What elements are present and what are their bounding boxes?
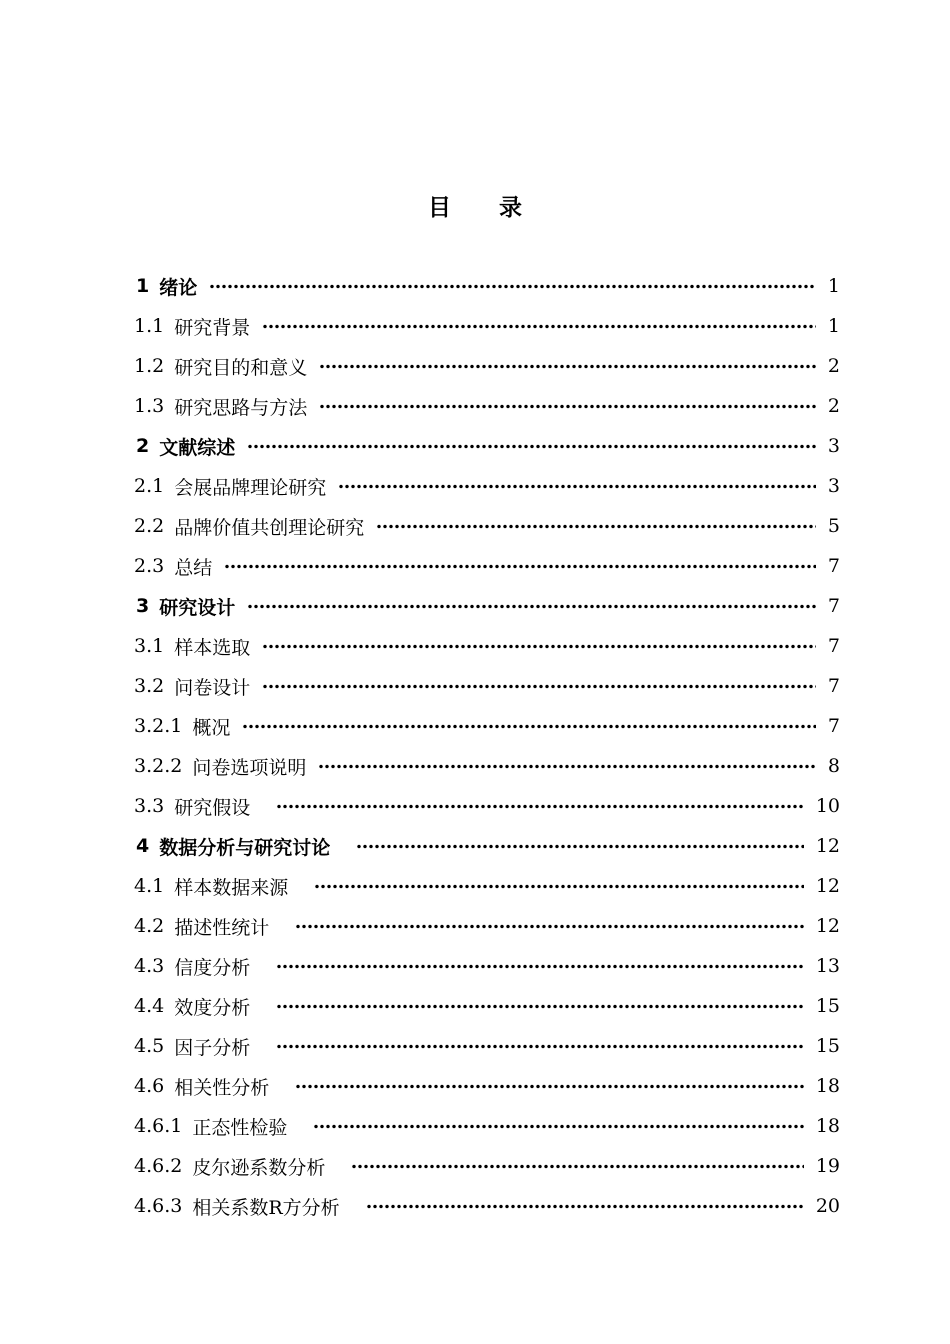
toc-section-entry[interactable] (134, 986, 840, 1026)
toc-entry-page-number: 12 (815, 875, 840, 897)
toc-section-entry[interactable] (134, 546, 840, 586)
dot-leader (313, 1124, 803, 1129)
toc-section-entry[interactable] (134, 666, 840, 706)
toc-entry-number: 3.1 (134, 635, 165, 657)
toc-entry-title: 正态性检验 (192, 1116, 288, 1139)
toc-entry-title: 研究设计 (159, 596, 236, 619)
dot-leader (338, 484, 816, 489)
toc-entry-title: 会展品牌理论研究 (174, 476, 327, 499)
toc-section-entry[interactable] (134, 746, 840, 786)
toc-entry-title: 数据分析与研究讨论 (159, 836, 331, 859)
dot-leader (262, 684, 816, 689)
toc-entry-title: 文献综述 (159, 436, 236, 459)
toc-section-entry[interactable] (134, 626, 840, 666)
page-title: 目录 (428, 195, 570, 221)
toc-entry-page-number: 19 (815, 1155, 840, 1177)
toc-section-entry[interactable] (134, 1066, 840, 1106)
toc-entry-page-number: 5 (827, 515, 840, 537)
dot-leader (318, 764, 816, 769)
toc-section-entry[interactable] (134, 706, 840, 746)
toc-entry-title: 绪论 (159, 276, 198, 299)
toc-entry-page-number: 7 (827, 555, 840, 577)
toc-entry-number: 4.4 (134, 995, 165, 1017)
toc-entry-number: 1.2 (134, 355, 165, 377)
dot-leader (295, 924, 804, 929)
toc-entry-page-number: 12 (815, 835, 840, 857)
toc-section-entry[interactable] (134, 866, 840, 906)
dot-leader (247, 604, 816, 609)
toc-entry-number: 4.3 (134, 955, 165, 977)
toc-entry-page-number: 7 (827, 595, 840, 617)
dot-leader (319, 364, 816, 369)
toc-section-entry[interactable] (134, 1026, 840, 1066)
toc-entry-number: 4.1 (134, 875, 165, 897)
toc-chapter-entry[interactable] (134, 266, 840, 306)
toc-entry-page-number: 1 (827, 315, 840, 337)
toc-entry-page-number: 15 (815, 995, 840, 1017)
dot-leader (209, 284, 816, 289)
toc-entry-page-number: 7 (827, 715, 840, 737)
toc-entry-number: 1.3 (134, 395, 165, 417)
dot-leader (262, 324, 816, 329)
toc-entry-page-number: 15 (815, 1035, 840, 1057)
toc-entry-title: 因子分析 (174, 1036, 251, 1059)
dot-leader (262, 644, 816, 649)
dot-leader (276, 1044, 804, 1049)
dot-leader (314, 884, 804, 889)
dot-leader (224, 564, 816, 569)
toc-entry-number: 4.6.2 (134, 1155, 183, 1177)
dot-leader (276, 1004, 804, 1009)
toc-entry-number: 2.2 (134, 515, 165, 537)
toc-entry-number: 4.6 (134, 1075, 165, 1097)
toc-entry-title: 研究假设 (174, 796, 251, 819)
toc-entry-page-number: 10 (815, 795, 840, 817)
toc-entry-page-number: 8 (827, 755, 840, 777)
toc-entry-title: 总结 (174, 556, 213, 579)
toc-entry-page-number: 7 (827, 675, 840, 697)
toc-entry-page-number: 18 (815, 1075, 840, 1097)
toc-entry-title: 信度分析 (174, 956, 251, 979)
toc-entry-page-number: 2 (827, 355, 840, 377)
toc-entry-number: 4.6.3 (134, 1195, 183, 1217)
toc-entry-page-number: 2 (827, 395, 840, 417)
toc-entry-number: 3 (136, 595, 150, 617)
toc-section-entry[interactable] (134, 386, 840, 426)
toc-section-entry[interactable] (134, 1146, 840, 1186)
dot-leader (376, 524, 816, 529)
toc-entry-number: 1 (136, 275, 150, 297)
toc-entry-page-number: 20 (815, 1195, 840, 1217)
toc-section-entry[interactable] (134, 306, 840, 346)
dot-leader (276, 804, 804, 809)
toc-section-entry[interactable] (134, 466, 840, 506)
toc-entry-title: 样本数据来源 (174, 876, 289, 899)
toc-section-entry[interactable] (134, 506, 840, 546)
toc-entry-title: 研究思路与方法 (174, 396, 308, 419)
toc-entry-title: 皮尔逊系数分析 (192, 1156, 326, 1179)
toc-entry-number: 2 (136, 435, 150, 457)
toc-entry-page-number: 3 (827, 475, 840, 497)
toc-entry-number: 2.1 (134, 475, 165, 497)
toc-entry-title: 研究背景 (174, 316, 251, 339)
toc-entry-number: 4 (136, 835, 150, 857)
dot-leader (351, 1164, 803, 1169)
toc-entry-number: 2.3 (134, 555, 165, 577)
toc-entry-number: 4.5 (134, 1035, 165, 1057)
toc-entry-title: 概况 (192, 716, 231, 739)
toc-entry-page-number: 12 (815, 915, 840, 937)
toc-entry-page-number: 13 (815, 955, 840, 977)
dot-leader (295, 1084, 804, 1089)
toc-entry-title: 描述性统计 (174, 916, 270, 939)
toc-entry-number: 4.2 (134, 915, 165, 937)
toc-entry-number: 4.6.1 (134, 1115, 183, 1137)
dot-leader (242, 724, 816, 729)
toc-entry-title: 相关系数R方分析 (192, 1196, 340, 1219)
table-of-contents (134, 266, 840, 1226)
toc-entry-number: 1.1 (134, 315, 165, 337)
toc-section-entry[interactable] (134, 346, 840, 386)
dot-leader (247, 444, 816, 449)
toc-entry-title: 问卷设计 (174, 676, 251, 699)
toc-chapter-entry[interactable] (134, 826, 840, 866)
toc-section-entry[interactable] (134, 786, 840, 826)
toc-entry-title: 研究目的和意义 (174, 356, 308, 379)
toc-entry-number: 3.3 (134, 795, 165, 817)
toc-entry-title: 问卷选项说明 (192, 756, 307, 779)
toc-entry-title: 相关性分析 (174, 1076, 270, 1099)
dot-leader (276, 964, 804, 969)
toc-entry-title: 效度分析 (174, 996, 251, 1019)
toc-entry-number: 3.2 (134, 675, 165, 697)
toc-section-entry[interactable] (134, 946, 840, 986)
dot-leader (356, 844, 804, 849)
toc-chapter-entry[interactable] (134, 426, 840, 466)
dot-leader (366, 1204, 804, 1209)
toc-entry-title: 品牌价值共创理论研究 (174, 516, 365, 539)
toc-entry-number: 3.2.2 (134, 755, 183, 777)
dot-leader (319, 404, 816, 409)
toc-entry-number: 3.2.1 (134, 715, 183, 737)
toc-entry-page-number: 3 (827, 435, 840, 457)
toc-entry-title: 样本选取 (174, 636, 251, 659)
toc-section-entry[interactable] (134, 1106, 840, 1146)
toc-section-entry[interactable] (134, 906, 840, 946)
toc-chapter-entry[interactable] (134, 586, 840, 626)
toc-entry-page-number: 7 (827, 635, 840, 657)
toc-entry-page-number: 18 (815, 1115, 840, 1137)
toc-section-entry[interactable] (134, 1186, 840, 1226)
toc-entry-page-number: 1 (827, 275, 840, 297)
